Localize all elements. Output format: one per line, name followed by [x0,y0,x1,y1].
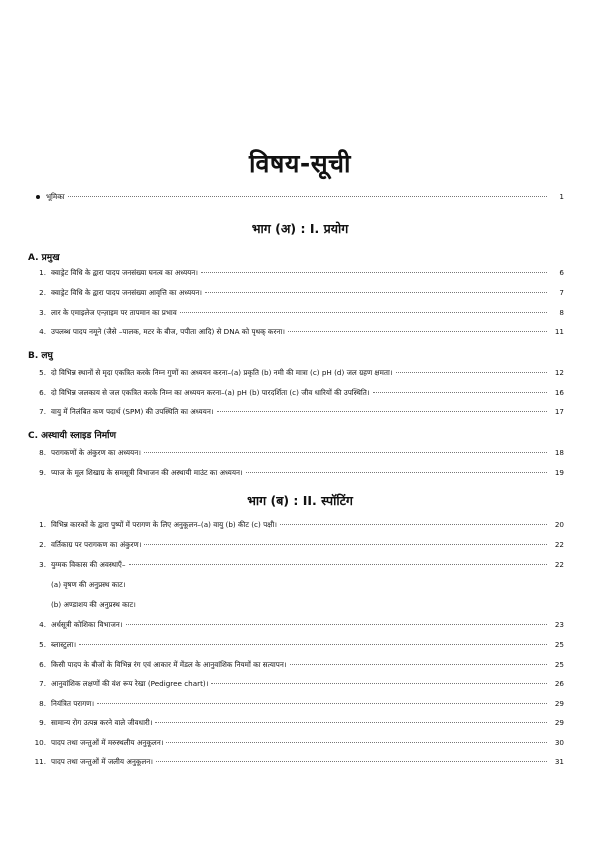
toc-entry [28,388,564,398]
entry-number: 1. [39,520,46,529]
entry-number: 8. [39,448,46,457]
entry-number: 8. [39,699,46,708]
entry-text: भूमिका [46,192,65,201]
entry-page: 17 [554,407,564,416]
entry-text: पादप तथा जन्तुओं में जलीय अनुकूलन। [51,757,153,766]
entry-number: 4. [39,327,46,336]
entry-number: 2. [39,288,46,297]
entry-text: क्वाड्रेट विधि के द्वारा पादप जनसंख्या घनत्व का अध्ययन। [51,268,198,277]
toc-entry-intro [36,192,564,202]
page-title: विषय-सूची [249,149,351,178]
toc-entry [28,368,564,378]
entry-number: 10. [34,738,46,747]
part-a-heading: भाग (अ) : I. प्रयोग [251,221,349,236]
entry-text: परागकणों के अंकुरण का अध्ययन। [51,448,141,457]
entry-number: 7. [39,407,46,416]
entry-number: 5. [39,640,46,649]
toc-entry [28,520,564,530]
entry-text: पादप तथा जन्तुओं में मरुस्थलीय अनुकूलन। [51,738,164,747]
toc-entry [28,407,564,417]
dot-leader [373,392,547,393]
entry-text: किसी पादप के बीजों के विभिन्न रंग एवं आकार में मेंडल के आनुवांशिक नियमों का सत्यापन। [51,660,287,669]
entry-text: नियंत्रित परागण। [51,699,95,708]
entry-text: दो विभिन्न जलकाय से जल एकत्रित करके निम्न का अध्ययन करना–(a) pH (b) पारदर्शिता (c) जीव धारियों की उपस्थिति। [51,388,370,397]
entry-page: 30 [554,738,564,747]
entry-text: क्वाड्रेट विधि के द्वारा पादप जनसंख्या आवृत्ति का अध्ययन। [51,288,203,297]
toc-entry [28,620,564,630]
entry-number: 3. [39,308,46,317]
entry-page: 18 [554,448,564,457]
toc-entry [28,699,564,709]
entry-number: 9. [39,718,46,727]
entry-page: 22 [554,540,564,549]
dot-leader [155,722,547,723]
toc-entry [28,738,564,748]
entry-number: 9. [39,468,46,477]
toc-entry [28,757,564,767]
dot-leader [217,411,547,412]
dot-leader [211,683,547,684]
dot-leader [166,742,547,743]
entry-text: दो विभिन्न स्थानों से मृदा एकत्रित करके निम्न गुणों का अध्ययन करना–(a) प्रकृति (b) नमी की मात्रा (c) pH (d) जल ग्रहण क्षमता। [51,368,393,377]
dot-leader [246,472,547,473]
entry-page: 19 [554,468,564,477]
entry-page: 6 [559,268,564,277]
part-b-heading: भाग (ब) : II. स्पॉटिंग [247,493,353,508]
entry-page: 25 [554,640,564,649]
entry-page: 8 [559,308,564,317]
entry-text: उपलब्ध पादप नमूने (जैसे –पालक, मटर के बीज, पपीता आदि) से DNA को पृथक् करना। [51,327,285,336]
entry-number: 2. [39,540,46,549]
entry-text: ब्लास्टुला। [51,640,77,649]
toc-subentry [28,600,564,610]
entry-page: 23 [554,620,564,629]
entry-text: अर्धसूत्री कोशिका विभाजन। [51,620,123,629]
toc-entry [28,268,564,278]
toc-entry [28,288,564,298]
entry-number: 6. [39,388,46,397]
toc-entry [28,660,564,670]
dot-leader [180,312,547,313]
entry-number: 7. [39,679,46,688]
toc-entry [28,468,564,478]
toc-entry [28,540,564,550]
entry-page: 16 [554,388,564,397]
section-heading: B. लघु [28,351,53,361]
entry-page: 22 [554,560,564,569]
entry-page: 11 [554,327,564,336]
entry-page: 12 [554,368,564,377]
toc-entry [28,327,564,337]
entry-page: 7 [559,288,564,297]
toc-entry [28,640,564,650]
dot-leader [79,644,547,645]
entry-text: (a) वृषण की अनुप्रस्थ काट। [51,580,126,589]
toc-entry [28,448,564,458]
entry-number: 5. [39,368,46,377]
toc-entry [28,308,564,318]
dot-leader [129,564,547,565]
entry-text: आनुवांशिक लक्षणों की वंश रूप रेखा (Pedigree chart)। [51,679,209,688]
dot-leader [97,703,547,704]
entry-page: 20 [554,520,564,529]
entry-number: 4. [39,620,46,629]
dot-leader [126,624,547,625]
dot-leader [396,372,547,373]
toc-entry [28,679,564,689]
entry-text: वायु में निलंबित कण पदार्थ (SPM) की उपस्थिति का अध्ययन। [51,407,214,416]
toc-subentry [28,580,564,590]
entry-text: वर्तिकाग्र पर परागकण का अंकुरण। [51,540,142,549]
entry-page: 31 [554,757,564,766]
entry-text: लार के एमाइलेज एन्ज़ाइम पर तापमान का प्रभाव [51,308,177,317]
dot-leader [201,272,547,273]
dot-leader [280,524,547,525]
bullet-icon [36,195,40,199]
dot-leader [68,196,547,197]
dot-leader [144,544,547,545]
entry-number: 3. [39,560,46,569]
entry-page: 1 [559,192,564,201]
entry-text: सामान्य रोग उत्पन्न करने वाले जीवधारी। [51,718,153,727]
toc-entry [28,718,564,728]
entry-text: प्याज के मूल शिखाग्र के समसूत्री विभाजन की अस्थायी माउंट का अध्ययन। [51,468,243,477]
toc-entry [28,560,564,570]
dot-leader [205,292,547,293]
entry-number: 1. [39,268,46,277]
dot-leader [288,331,547,332]
entry-page: 26 [554,679,564,688]
entry-number: 6. [39,660,46,669]
dot-leader [290,664,547,665]
entry-text: विभिन्न कारकों के द्वारा पुष्पों में परागण के लिए अनुकूलन–(a) वायु (b) कीट (c) पक्षी। [51,520,277,529]
dot-leader [144,452,547,453]
entry-page: 29 [554,699,564,708]
entry-number: 11. [34,757,46,766]
section-heading: A. प्रमुख [28,253,60,263]
dot-leader [156,761,547,762]
entry-text: युग्मक विकास की अवस्थाएँ– [51,560,126,569]
entry-page: 29 [554,718,564,727]
section-heading: C. अस्थायी स्लाइड निर्माण [28,431,116,441]
entry-text: (b) अण्डाशय की अनुप्रस्थ काट। [51,600,136,609]
entry-page: 25 [554,660,564,669]
